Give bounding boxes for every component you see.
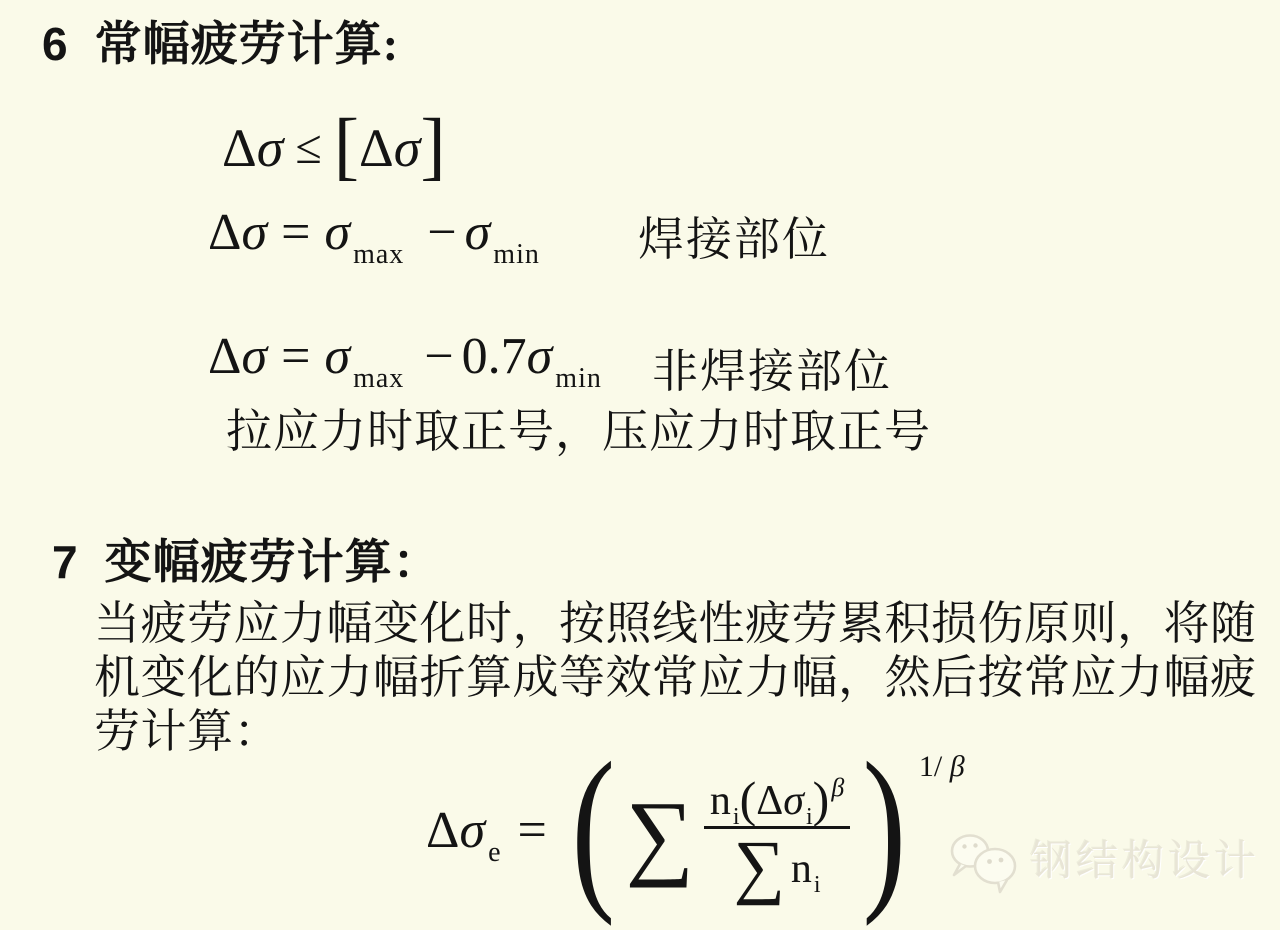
sigma-min-symbol: σ (526, 328, 553, 385)
section-7-heading (52, 538, 441, 590)
sigma-max-symbol: σ (324, 328, 351, 385)
n-symbol: n (790, 846, 812, 892)
paragraph-line: 当疲劳应力幅变化时，按照线性疲劳累积损伤原则，将随 (94, 598, 1257, 649)
formula-welded-stress-range (208, 204, 540, 270)
e-subscript: e (488, 837, 502, 868)
summation-symbol: ∑ (625, 780, 694, 888)
section-6-heading (42, 20, 399, 72)
right-paren: ) (812, 771, 830, 827)
min-subscript: min (555, 363, 602, 394)
sigma-min-symbol: σ (464, 204, 491, 261)
delta-symbol: Δ (208, 328, 242, 385)
coefficient-0-7: 0.7 (461, 328, 527, 385)
n-symbol: n (709, 778, 731, 824)
delta-symbol: Δ (208, 204, 242, 261)
nonwelded-parts-label: 非焊接部位 (652, 346, 892, 397)
equals-symbol: = (281, 328, 311, 385)
paragraph-line: 机变化的应力幅折算成等效常应力幅，然后按常应力幅疲 (94, 652, 1257, 703)
delta-symbol: Δ (426, 802, 460, 859)
wechat-icon (946, 828, 1022, 896)
variable-amplitude-paragraph (94, 597, 1259, 759)
min-subscript: min (493, 239, 540, 270)
minus-symbol: − (427, 204, 457, 261)
sigma-symbol: σ (459, 802, 486, 859)
formula-constant-amplitude-limit (222, 106, 446, 190)
delta-symbol: Δ (756, 778, 784, 824)
watermark (946, 828, 1260, 896)
watermark-text: 钢结构设计 (1030, 839, 1261, 885)
sigma-symbol: σ (393, 118, 421, 178)
max-subscript: max (353, 239, 405, 270)
welded-parts-label: 焊接部位 (638, 214, 830, 265)
sign-convention-note: 拉应力时取正号，压应力时取正号 (226, 406, 931, 457)
paragraph-line: 劳计算： (94, 706, 280, 757)
delta-sigma-e (426, 802, 502, 868)
fraction-numerator (704, 771, 850, 830)
fraction (704, 771, 850, 906)
minus-symbol: − (424, 328, 454, 385)
summation-symbol: ∑ (733, 826, 785, 906)
section-6-title: 常幅疲劳计算: (94, 19, 400, 71)
beta-exponent: β (831, 773, 845, 802)
big-left-paren: ( (571, 726, 615, 928)
big-right-paren: ) (862, 726, 907, 928)
section-7-title: 变幅疲劳计算： (104, 537, 441, 589)
right-bracket: ] (420, 104, 446, 188)
formula-nonwelded-stress-range (208, 328, 602, 394)
left-paren: ( (739, 771, 757, 827)
less-equal-symbol: ≤ (295, 121, 322, 174)
sigma-max-symbol: σ (324, 204, 351, 261)
sigma-symbol: σ (256, 118, 284, 178)
delta-symbol: Δ (359, 118, 394, 178)
equals-symbol: = (281, 204, 311, 261)
sigma-symbol: σ (241, 328, 268, 385)
one-over-beta-exponent: 1/ β (918, 750, 965, 783)
equals-symbol: = (517, 802, 547, 859)
left-bracket: [ (333, 104, 360, 188)
max-subscript: max (353, 363, 405, 394)
sigma-symbol: σ (783, 778, 804, 824)
section-7-number: 7 (52, 536, 78, 588)
sigma-symbol: σ (241, 204, 268, 261)
section-6-number: 6 (42, 18, 68, 70)
i-subscript: i (813, 872, 821, 898)
fraction-denominator (733, 826, 821, 906)
i-subscript: i (805, 804, 813, 830)
i-subscript: i (732, 804, 740, 830)
formula-equivalent-stress-range (426, 726, 965, 928)
delta-symbol: Δ (222, 118, 257, 178)
